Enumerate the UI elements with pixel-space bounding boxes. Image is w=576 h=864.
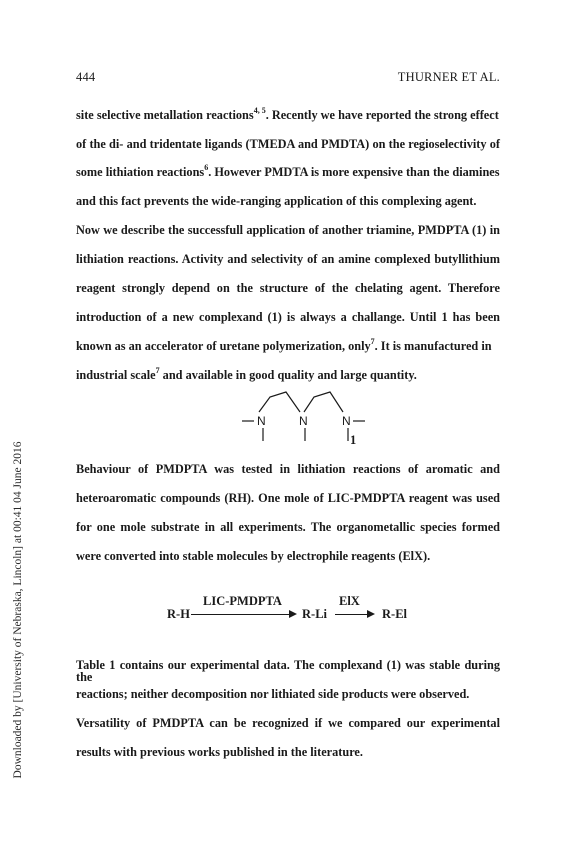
citation-superscript: 6 <box>204 163 209 172</box>
nitrogen-atom-1: N <box>257 414 266 428</box>
running-head: THURNER ET AL. <box>397 70 500 84</box>
citation-superscript: 4, 5 <box>253 106 266 115</box>
product: R-El <box>382 607 407 621</box>
reactant: R-H <box>167 607 190 621</box>
nitrogen-atom-2: N <box>299 414 308 428</box>
intermediate: R-Li <box>302 607 327 621</box>
text-line: for one mole substrate in all experiments. The organometallic species formed <box>76 520 500 534</box>
page-number: 444 <box>76 70 96 84</box>
reagent-lic-pmdpta: LIC-PMDPTA <box>203 594 282 608</box>
text-line: introduction of a new complexand (1) is always a challange. Until 1 has been <box>76 310 500 324</box>
nitrogen-atom-3: N <box>342 414 351 428</box>
text-line: of the di- and tridentate ligands (TMEDA and PMDTA) on the regioselectivity of <box>76 137 500 151</box>
citation-superscript: 7 <box>370 337 375 346</box>
text-span: . It is manufactured in <box>374 339 492 353</box>
text-line: Now we describe the successfull application of another triamine, PMDPTA (1) in <box>76 223 500 237</box>
text-line: reactions; neither decomposition nor lithiated side products were observed. <box>76 687 470 701</box>
reaction-arrow-2 <box>335 614 373 615</box>
text-span: . Recently we have reported the strong effect <box>265 108 499 122</box>
text-line: results with previous works published in the literature. <box>76 745 363 759</box>
text-span: industrial scale <box>76 368 156 382</box>
text-span: . However PMDTA is more expensive than the diamines <box>208 165 500 179</box>
text-span: some lithiation reactions <box>76 165 205 179</box>
download-notice: Downloaded by [University of Nebraska, Lincoln] at 00:41 04 June 2016 <box>12 441 24 779</box>
citation-superscript: 7 <box>155 366 160 375</box>
compound-label: 1 <box>350 433 357 447</box>
text-line: reagent strongly depend on the structure of the chelating agent. Therefore <box>76 281 500 295</box>
text-line: and this fact prevents the wide-ranging application of this complexing agent. <box>76 194 477 208</box>
text-line: were converted into stable molecules by electrophile reagents (ElX). <box>76 549 431 563</box>
text-line: lithiation reactions. Activity and selectivity of an amine complexed butyllithium <box>76 252 500 266</box>
text-span: known as an accelerator of uretane polymerization, only <box>76 339 371 353</box>
text-line: heteroaromatic compounds (RH). One mole of LIC-PMDPTA reagent was used <box>76 491 500 505</box>
text-line: Versatility of PMDPTA can be recognized if we compared our experimental <box>76 716 500 730</box>
text-line: Table 1 contains our experimental data. The complexand (1) was stable during the <box>76 658 500 685</box>
reagent-elx: ElX <box>339 594 360 608</box>
text-span: site selective metallation reactions <box>76 108 254 122</box>
text-span: and available in good quality and large quantity. <box>159 368 417 382</box>
reaction-arrow-1 <box>191 614 295 615</box>
text-line: Behaviour of PMDPTA was tested in lithiation reactions of aromatic and <box>76 462 500 476</box>
